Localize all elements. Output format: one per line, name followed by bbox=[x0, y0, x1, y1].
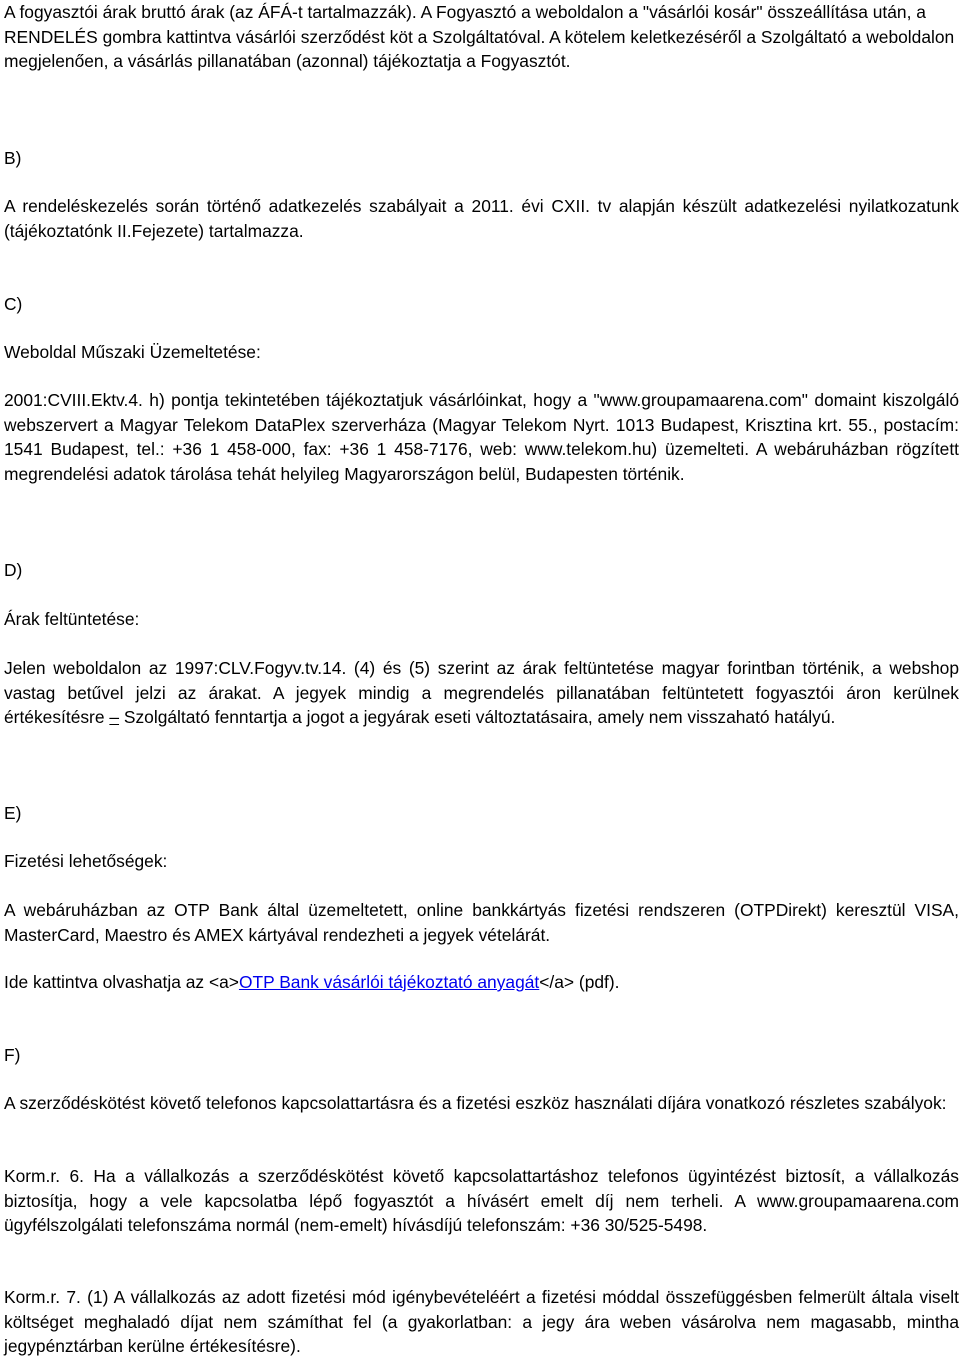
intro-paragraph: A fogyasztói árak bruttó árak (az ÁFÁ-t tartalmazzák). A Fogyasztó a weboldalon a "vásárlói kosár" összeállítása után, a RENDELÉS gombra kattintva vásárlói szerződést köt a Szolgáltatóval. A kötelem keletkezéséről a Szolgáltató a weboldalon megjelenően, a vásárlás pillanatában (azonnal) tájékoztatja a Fogyasztót. bbox=[4, 2, 955, 71]
section-c-paragraph: 2001:CVIII.Ektv.4. h) pontja tekintetében tájékoztatjuk vásárlóinkat, hogy a "www.groupamaarena.com" domaint kiszolgáló webszervert a Magyar Telekom DataPlex szerverháza (Magyar Telekom Nyrt. 1013 Budapest, Krisztina krt. 55., postacím: 1541 Budapest, tel.: +36 1 458-000, fax: +36 1 458-7176, web: www.telekom.hu) üzemelteti. A webáruházban rögzített megrendelési adatok tárolása tehát helyileg Magyarországon belül, Budapesten történik. bbox=[4, 390, 959, 484]
section-c-title: Weboldal Műszaki Üzemeltetése: bbox=[4, 342, 261, 362]
section-e-paragraph: A webáruházban az OTP Bank által üzemeltetett, online bankkártyás fizetési rendszeren (OTPDirekt) keresztül VISA, MasterCard, Maestro és AMEX kártyával rendezheti a jegyek vételárát. bbox=[4, 900, 959, 945]
section-e-link-prefix: Ide kattintva olvashatja az <a> bbox=[4, 972, 239, 992]
section-c-letter: C) bbox=[4, 294, 23, 314]
section-f-letter: F) bbox=[4, 1045, 21, 1065]
section-b-paragraph: A rendeléskezelés során történő adatkezelés szabályait a 2011. évi CXII. tv alapján készült adatkezelési nyilatkozatunk (tájékoztatónk II.Fejezete) tartalmazza. bbox=[4, 196, 959, 241]
section-d-letter: D) bbox=[4, 560, 23, 580]
section-e-link-line bbox=[4, 970, 959, 995]
section-e-link-suffix: </a> (pdf). bbox=[539, 972, 620, 992]
section-f-paragraph-1: Korm.r. 6. Ha a vállalkozás a szerződéskötést követő kapcsolattartáshoz telefonos ügyintézést biztosít, a vállalkozás biztosítja, hogy a vele kapcsolatba lépő fogyasztót a hívásért emelt díj nem terheli. A www.groupamaarena.com ügyfélszolgálati telefonszáma normál (nem-emelt) hívásdíjú telefonszám: +36 30/525-5498. bbox=[4, 1166, 959, 1235]
section-f-title: A szerződéskötést követő telefonos kapcsolattartásra és a fizetési eszköz használati díjára vonatkozó részletes szabályok: bbox=[4, 1093, 947, 1113]
section-b-letter: B) bbox=[4, 148, 22, 168]
section-d-text-after: Szolgáltató fenntartja a jogot a jegyárak eseti változtatásaira, amely nem visszaható hatályú. bbox=[119, 707, 836, 727]
section-d-text-before: Jelen weboldalon az 1997:CLV.Fogyv.tv.14. (4) és (5) szerint az árak feltüntetése magyar forintban történik, a webshop vastag betűvel jelzi az árakat. A jegyek mindig a megrendelés pillanatában feltüntetett fogyasztói áron kerülnek értékesítésre bbox=[4, 658, 959, 727]
section-e-letter: E) bbox=[4, 803, 22, 823]
section-d-dash: – bbox=[109, 707, 120, 727]
section-e-title: Fizetési lehetőségek: bbox=[4, 851, 168, 871]
section-f-paragraph-2: Korm.r. 7. (1) A vállalkozás az adott fizetési mód igénybevételéért a fizetési móddal összefüggésben felmerült általa viselt költséget meghaladó díjat nem számíthat fel (a gyakorlatban: a jegy ára weben vásárolva nem magasabb, mintha jegypénztárban kerülne értékesítésre). bbox=[4, 1287, 959, 1356]
section-d-paragraph bbox=[4, 656, 959, 730]
section-d-title: Árak feltüntetése: bbox=[4, 609, 140, 629]
otp-bank-info-link[interactable]: OTP Bank vásárlói tájékoztató anyagát bbox=[238, 972, 540, 992]
